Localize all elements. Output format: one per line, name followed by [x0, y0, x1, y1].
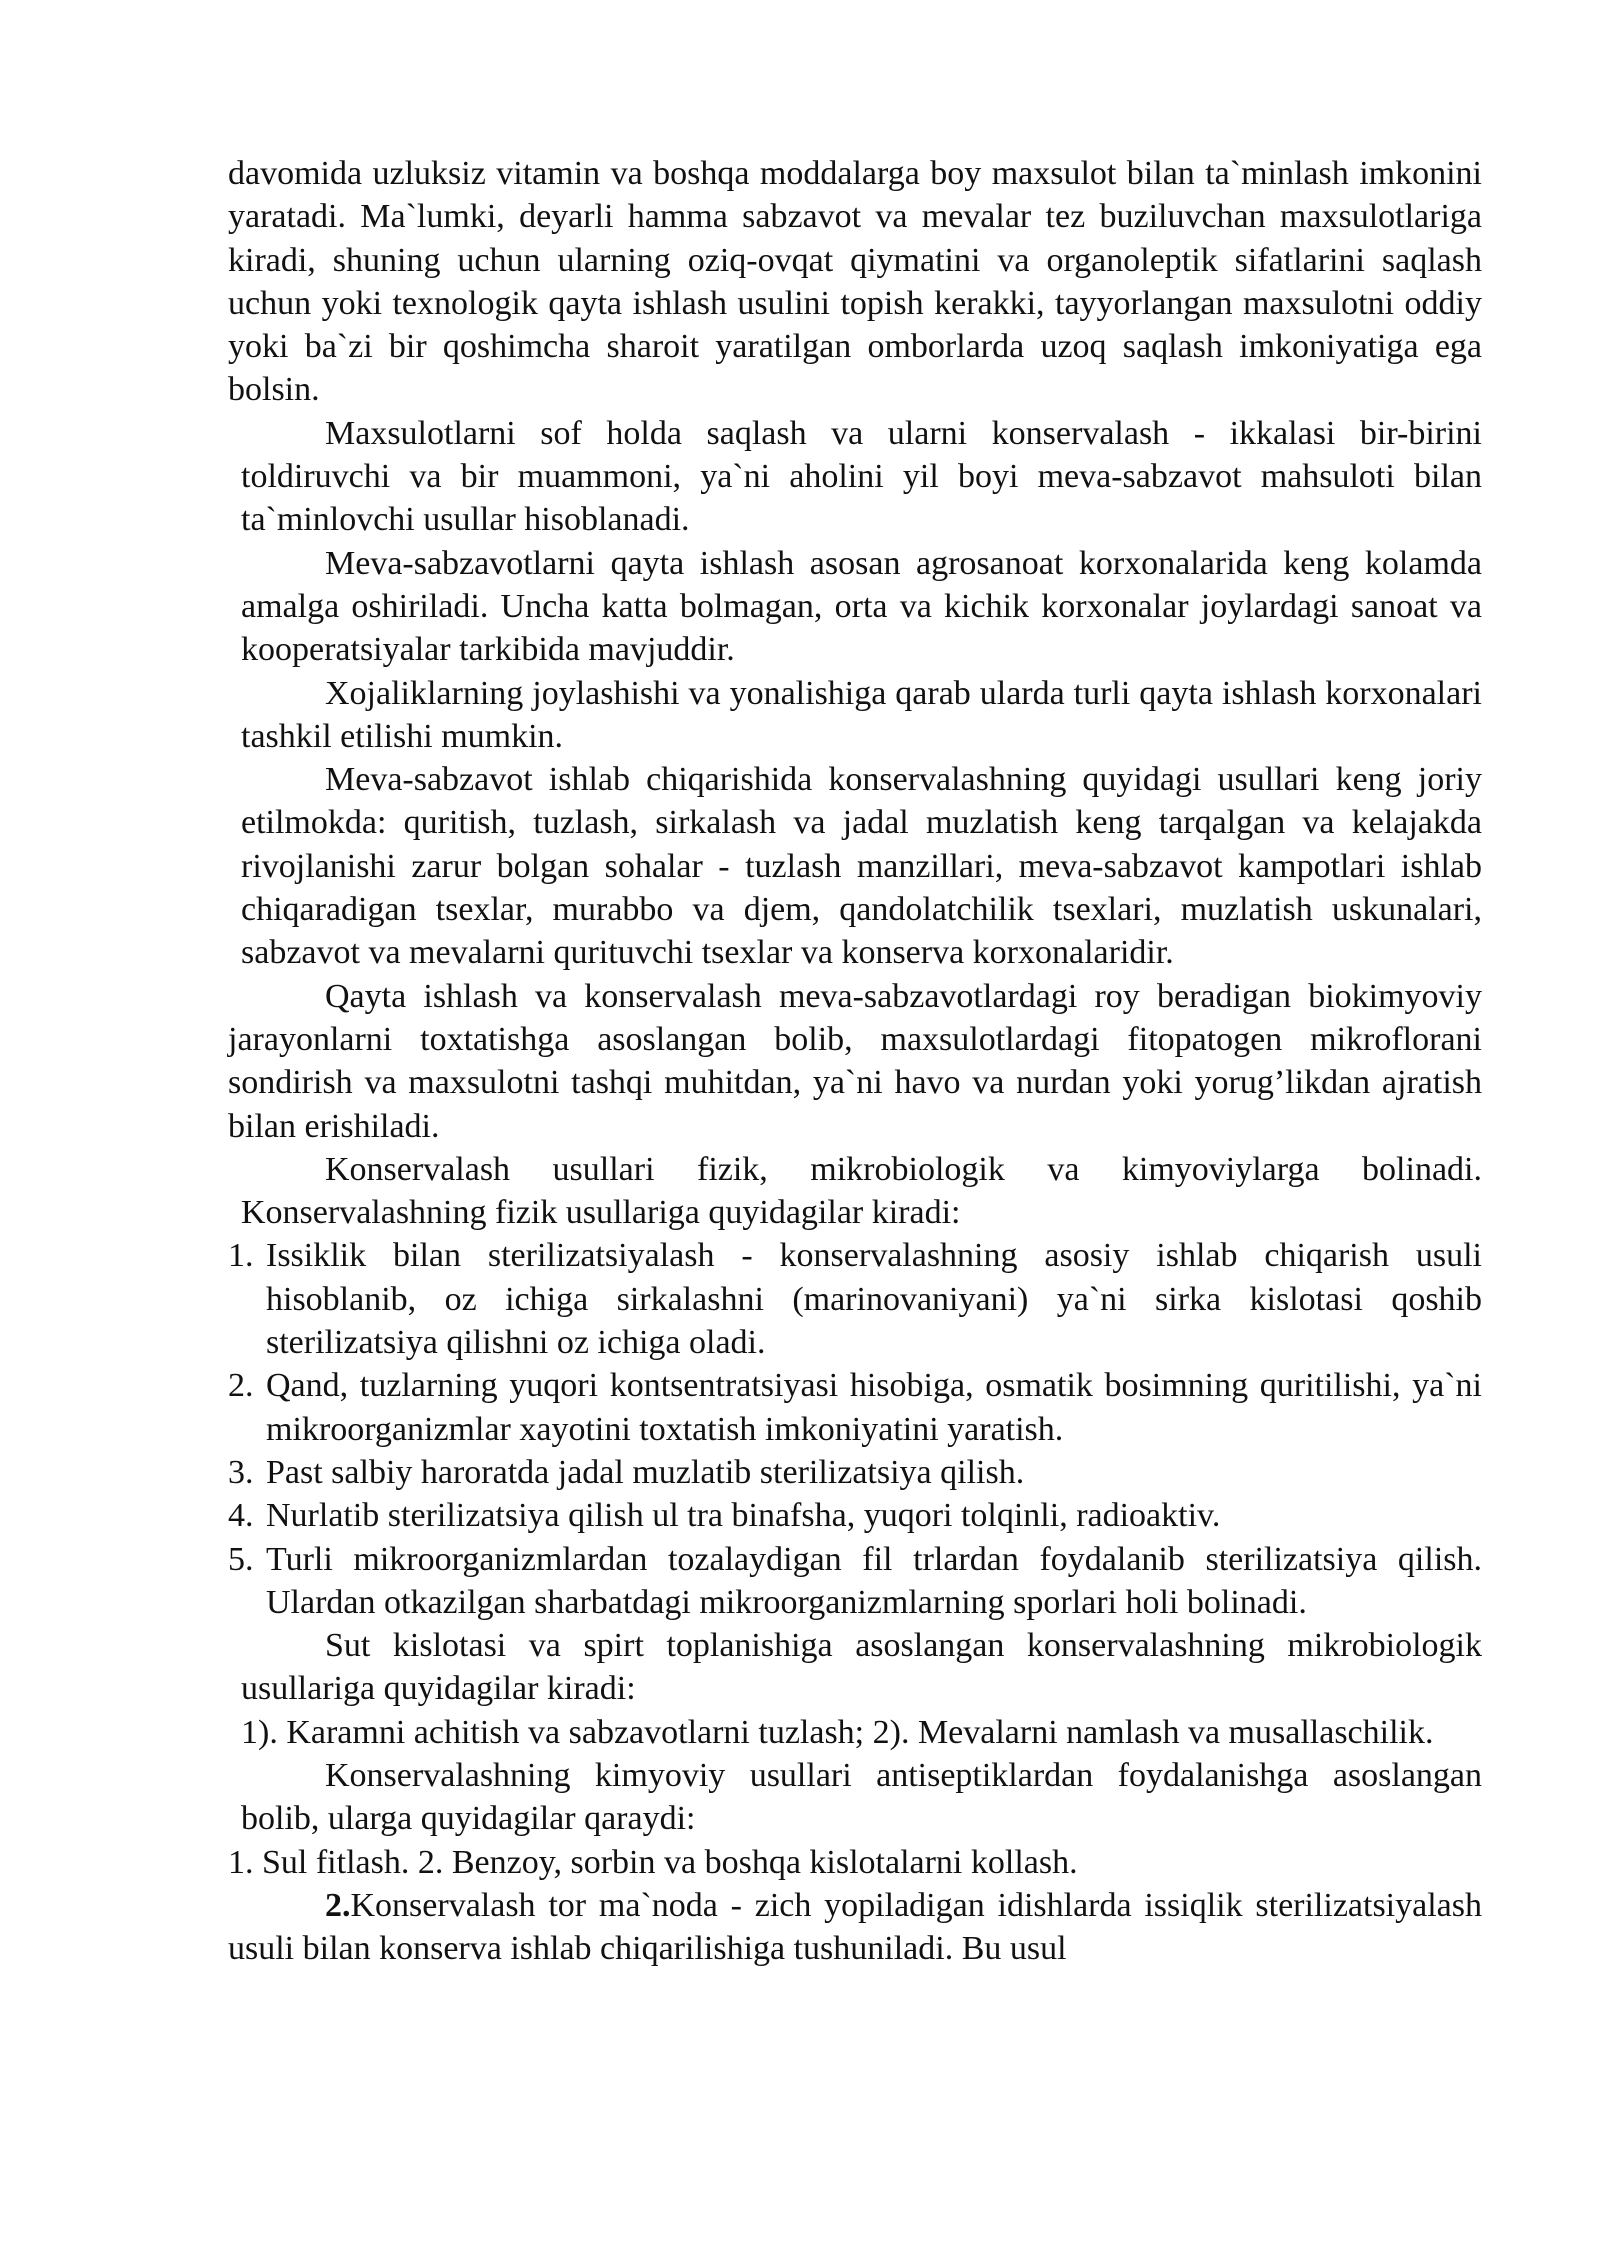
list-item-5	[228, 1538, 1482, 1625]
paragraph-11	[228, 1884, 1482, 1971]
list-number: 3.	[228, 1453, 254, 1491]
list-number: 4.	[228, 1497, 254, 1535]
list-text: Nurlatib sterilizatsiya qilish ul tra binafsha, yuqori tolqinli, radioaktiv.	[266, 1497, 1221, 1535]
paragraph-9	[228, 1754, 1482, 1841]
paragraph-4-text: Meva-sabzavot ishlab chiqarishida konservalashning quyidagi usullari keng joriy etilmokda: quritish, tuzlash, sirkalash va jadal muzlatish keng tarqalgan va kelajakda rivojlanishi zarur bolgan sohalar - tuzlash manzillari, meva-sabzavot kampotlari ishlab chiqaradigan tsexlar, murabbo va djem, qandolatchilik tsexlari, muzlatish uskunalari, sabzavot va mevalarni qurituvchi tsexlar va konserva korxonalaridir.	[241, 761, 1482, 972]
paragraph-8: 1). Karamni achitish va sabzavotlarni tuzlash; 2). Mevalarni namlash va musallaschilik.	[241, 1713, 1434, 1751]
list-item-1	[228, 1234, 1482, 1364]
paragraph-7-text: Sut kislotasi va spirt toplanishiga asoslangan konservalashning mikrobiologik usullariga quyidagilar kiradi:	[241, 1627, 1482, 1708]
paragraph-5	[228, 975, 1482, 1148]
document-page	[228, 152, 1482, 1970]
list-text: Issiklik bilan sterilizatsiyalash - konservalashning asosiy ishlab chiqarish usuli hisoblanib, oz ichiga sirkalashni (marinovaniyani) ya`ni sirka kislotasi qoshib sterilizatsiya qilishni oz ichiga oladi.	[266, 1237, 1482, 1362]
paragraph-5-text: Qayta ishlash va konservalash meva-sabzavotlardagi roy beradigan biokimyoviy jarayonlarni toxtatishga asoslangan bolib, maxsulotlardagi fitopatogen mikroflorani sondirish va maxsulotni tashqi muhitdan, ya`ni havo va nurdan yoki yorug’likdan ajratish bilan erishiladi.	[228, 977, 1482, 1145]
paragraph-3	[228, 672, 1482, 759]
list-text: Turli mikroorganizmlardan tozalaydigan fil trlardan foydalanib sterilizatsiya qilish. Ulardan otkazilgan sharbatdagi mikroorganizmlarning sporlari holi bolinadi.	[266, 1540, 1482, 1621]
paragraph-11-text: Konservalash tor ma`noda - zich yopiladigan idishlarda issiqlik sterilizatsiyalash usuli bilan konserva ishlab chiqarilishiga tushuniladi. Bu usul	[228, 1886, 1482, 1968]
list-number: 2.	[228, 1367, 254, 1405]
list-item-2	[228, 1364, 1482, 1451]
list-number: 1.	[228, 1237, 254, 1275]
list-text: Qand, tuzlarning yuqori kontsentratsiyasi hisobiga, osmatik bosimning quritilishi, ya`ni mikroorganizmlar xayotini toxtatish imkoniyatini yaratish.	[266, 1367, 1482, 1448]
paragraph-2-text: Meva-sabzavotlarni qayta ishlash asosan agrosanoat korxonalarida keng kolamda amalga oshiriladi. Uncha katta bolmagan, orta va kichik korxonalar joylardagi sanoat va kooperatsiyalar tarkibida mavjuddir.	[241, 544, 1482, 669]
paragraph-6-text: Konservalash usullari fizik, mikrobiologik va kimyoviylarga bolinadi. Konservalashning fizik usullariga quyidagilar kiradi:	[241, 1150, 1482, 1232]
list-text: Past salbiy haroratda jadal muzlatib sterilizatsiya qilish.	[266, 1453, 1025, 1491]
paragraph-3-text: Xojaliklarning joylashishi va yonalishiga qarab ularda turli qayta ishlash korxonalari tashkil etilishi mumkin.	[241, 674, 1482, 755]
paragraph-10: 1. Sul fitlash. 2. Benzoy, sorbin va boshqa kislotalarni kollash.	[228, 1843, 1078, 1881]
list-item-4	[228, 1494, 1482, 1537]
paragraph-6	[228, 1148, 1482, 1235]
paragraph-0: davomida uzluksiz vitamin va boshqa moddalarga boy maxsulot bilan ta`minlash imkonini yaratadi. Ma`lumki, deyarli hamma sabzavot va mevalar tez buziluvchan maxsulotlariga kiradi, shuning uchun ularning oziq-ovqat qiymatini va organoleptik sifatlarini saqlash uchun yoki texnologik qayta ishlash usulini topish kerakki, tayyorlangan maxsulotni oddiy yoki ba`zi bir qoshimcha sharoit yaratilgan omborlarda uzoq saqlash imkoniyatiga ega bolsin.	[228, 155, 1482, 409]
paragraph-7	[228, 1624, 1482, 1711]
paragraph-4	[228, 758, 1482, 974]
paragraph-1-text: Maxsulotlarni sof holda saqlash va ularni konservalash - ikkalasi bir-birini toldiruvchi va bir muammoni, ya`ni aholini yil boyi meva-sabzavot mahsuloti bilan ta`minlovchi usullar hisoblanadi.	[241, 414, 1482, 539]
list-number: 5.	[228, 1540, 254, 1578]
list-item-3	[228, 1451, 1482, 1494]
paragraph-1	[228, 412, 1482, 542]
paragraph-9-text: Konservalashning kimyoviy usullari antiseptiklardan foydalanishga asoslangan bolib, ularga quyidagilar qaraydi:	[241, 1756, 1482, 1838]
section-number: 2.	[325, 1886, 351, 1924]
paragraph-2	[228, 542, 1482, 672]
